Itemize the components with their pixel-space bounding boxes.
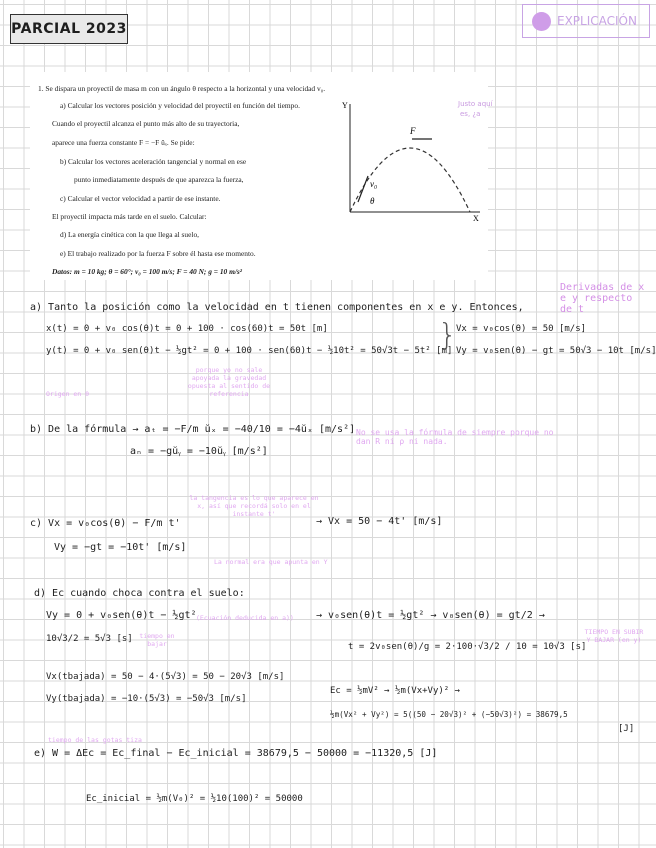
trajectory-curve	[350, 148, 470, 212]
solution-d-1: Vy = 0 + v₀sen(θ)t − ½gt²	[46, 610, 197, 621]
problem-condition-2: aparece una fuerza constante F = −F ŭₓ. Se pide:	[52, 138, 195, 147]
solution-a-x: x(t) = 0 + v₀ cos(θ)t = 0 + 100 · cos(60)t = 50t [m]	[46, 324, 328, 334]
tag-dot-icon	[532, 12, 551, 31]
page-title	[10, 14, 128, 44]
problem-item-1: 1. Se dispara un proyectil de masa m con un ángulo θ respecto a la horizontal y una velocidad v₀.	[38, 84, 326, 93]
problem-part-b1: b) Calcular los vectores aceleración tangencial y normal en ese	[60, 157, 247, 166]
solution-d-unit: [J]	[618, 724, 635, 734]
y-axis-label: Y	[342, 101, 348, 110]
note-derivatives: Derivadas de x e y respecto de t	[560, 282, 645, 315]
problem-part-d: d) La energía cinética con la que llega al suelo,	[60, 230, 199, 239]
solution-c-2: Vy = −gt = −10t' [m/s]	[54, 542, 187, 553]
problem-impact: El proyectil impacta más tarde en el suelo. Calcular:	[52, 212, 207, 221]
note-equation: (Ecuación deducida en a))	[196, 614, 294, 622]
v0-label: v₀	[370, 179, 378, 189]
solution-d-ec2: ½m(Vx² + Vy²) = 5((50 − 20√3)² + (−50√3)²) = 38679,5	[330, 710, 568, 719]
theta-label: θ	[370, 196, 375, 206]
solution-d-1b: → v₀sen(θ)t = ½gt² → v₀sen(θ) = gt/2 →	[316, 610, 545, 621]
note-tangential: la tangencia es lo que aparece en x, así que recordá solo en el instante t'	[189, 494, 319, 518]
page-title-text: PARCIAL 2023	[11, 21, 127, 37]
problem-part-a: a) Calcular los vectores posición y velocidad del proyectil en función del tiempo.	[60, 101, 300, 110]
note-bottom: tiempo de las gotas tiza	[48, 736, 142, 744]
solution-d-ec1: Ec = ½mV² → ½m(Vx+Vy)² →	[330, 686, 461, 696]
solution-d-time: t = 2v₀sen(θ)/g = 2·100·√3/2 / 10 = 10√3 [s]	[348, 642, 587, 652]
problem-part-b2: punto inmediatamente después de que aparezca la fuerza,	[74, 175, 244, 184]
graph-note: Justo aquí	[458, 100, 493, 108]
solution-d-intro: d) Ec cuando choca contra el suelo:	[34, 588, 245, 599]
problem-condition-1: Cuando el proyectil alcanza el punto más alto de su trayectoria,	[52, 119, 240, 128]
force-label: F	[410, 126, 416, 136]
explanation-tag	[522, 4, 650, 38]
solution-e-1: e) W = ΔEc = Ec_final − Ec_inicial = 38679,5 − 50000 = −11320,5 [J]	[34, 748, 438, 759]
solution-b-1: b) De la fórmula → aₜ = −F/m ŭₓ = −40/10 = −4ŭₓ [m/s²]	[30, 424, 356, 435]
solution-a-y: y(t) = 0 + v₀ sen(θ)t − ½gt² = 0 + 100 · sen(60)t − ½10t² = 50√3t − 5t² [m]	[46, 346, 453, 356]
solution-a-intro: a) Tanto la posición como la velocidad en t tienen componentes en x e y. Entonces,	[30, 302, 524, 313]
trajectory-graph	[340, 94, 493, 223]
solution-a-vy: Vy = v₀sen(θ) − gt = 50√3 − 10t [m/s]	[456, 346, 656, 356]
problem-part-c: c) Calcular el vector velocidad a partir de ese instante.	[60, 194, 221, 203]
graph-note-2: es, ¿a	[460, 110, 481, 118]
note-time-2: TIEMPO EN SUBIR Y BAJAR (en y)	[584, 628, 644, 644]
solution-b-2: aₙ = −gŭᵧ = −10ŭᵧ [m/s²]	[130, 446, 268, 457]
tag-label: EXPLICACIÓN	[557, 14, 637, 28]
problem-part-e: e) El trabajo realizado por la fuerza F sobre él hasta ese momento.	[60, 249, 256, 258]
solution-e-2: Ec_inicial = ½m(V₀)² = ½10(100)² = 50000	[86, 794, 303, 804]
problem-statement	[30, 72, 493, 280]
solution-a-vx: Vx = v₀cos(θ) = 50 [m/s]	[456, 324, 587, 334]
solution-c-1: c) Vx = v₀cos(θ) − F/m t'	[30, 518, 181, 529]
brace-a: }	[438, 318, 458, 353]
problem-data: Datos: m = 10 kg; θ = 60°; v₀ = 100 m/s; F = 40 N; g = 10 m/s²	[52, 267, 242, 276]
solution-d-vx: Vx(tbajada) = 50 − 4·(5√3) = 50 − 20√3 [m/s]	[46, 672, 285, 682]
solution-d-vy: Vy(tbajada) = −10·(5√3) = −50√3 [m/s]	[46, 694, 247, 704]
note-normal: La normal era que apunta en Y	[214, 558, 328, 566]
solution-c-result: → Vx = 50 − 4t' [m/s]	[316, 516, 443, 527]
note-formula: No se usa la fórmula de siempre porque no dan R ni ρ ni nada.	[356, 428, 554, 446]
x-axis-label: X	[473, 214, 479, 223]
note-origin: Origen en 0	[46, 390, 90, 398]
v0-arrow	[358, 176, 368, 202]
solution-d-2: 10√3/2 = 5√3 [s]	[46, 634, 133, 644]
note-gravity: porque yo no sale apoyada la gravedad opuesta al sentido de referencia	[187, 366, 271, 398]
note-time: tiempo en bajar	[139, 632, 175, 648]
